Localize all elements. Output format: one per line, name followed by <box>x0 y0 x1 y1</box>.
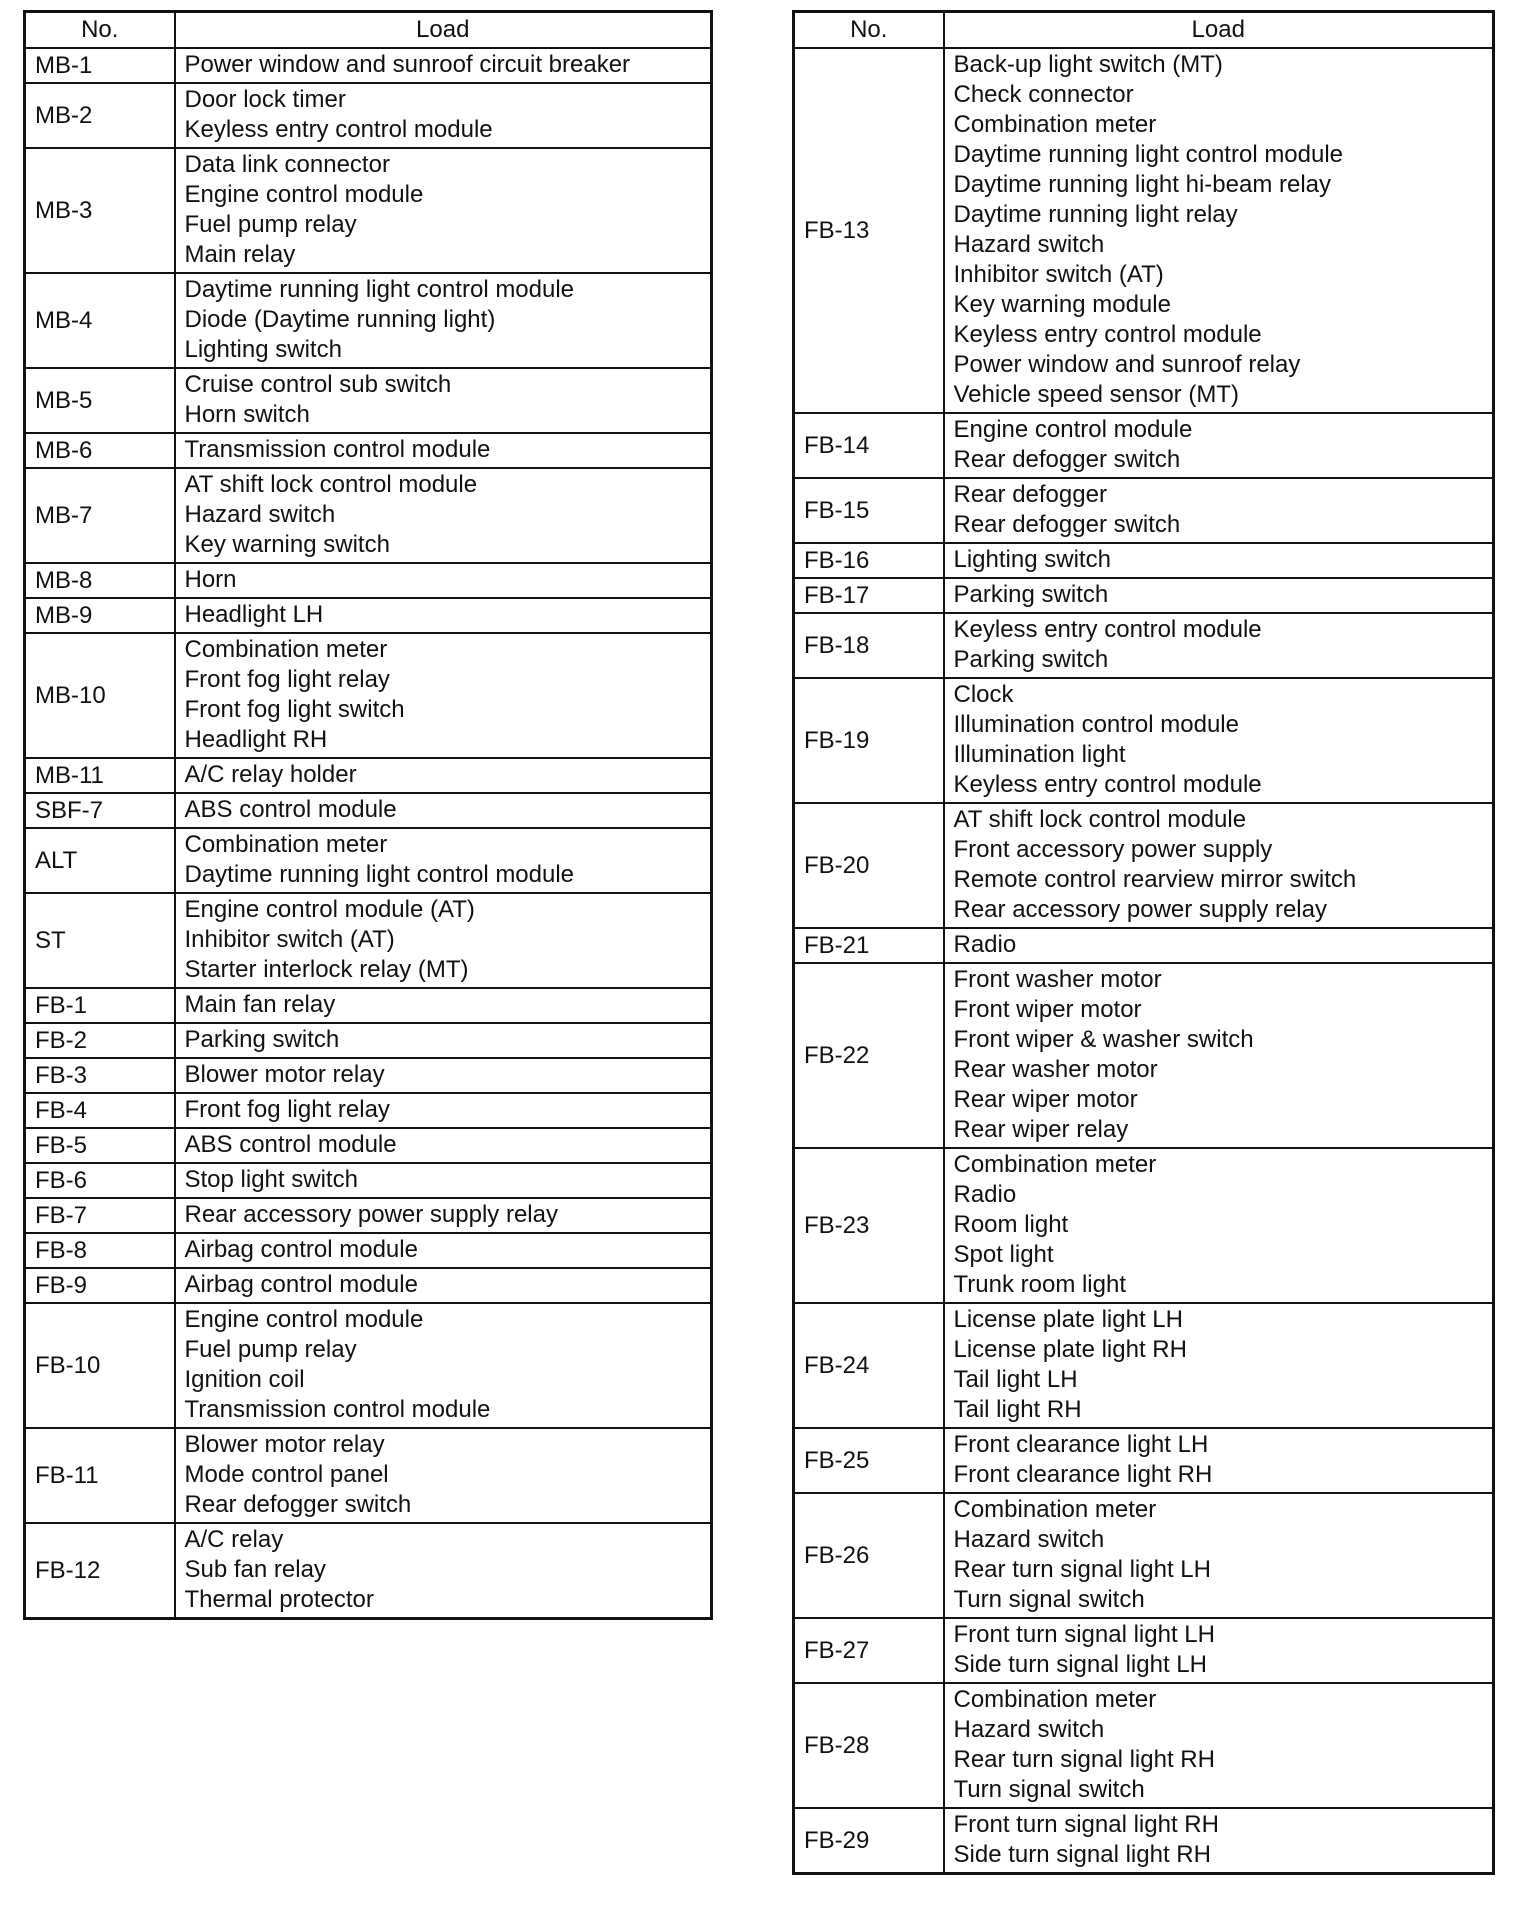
load-cell <box>944 803 1494 928</box>
load-item: Lighting switch <box>184 336 342 363</box>
load-cell <box>175 828 712 893</box>
load-item: License plate light RH <box>953 1336 1187 1363</box>
fuse-number-cell: FB-17 <box>794 578 944 613</box>
table-header-row <box>25 12 712 49</box>
load-item: Rear accessory power supply relay <box>184 1201 558 1228</box>
load-item: Front fog light relay <box>184 1096 390 1123</box>
table-row <box>794 1493 1494 1618</box>
load-item: Hazard switch <box>953 1526 1105 1553</box>
fuse-number-cell: MB-6 <box>25 433 175 468</box>
load-cell <box>944 928 1494 963</box>
load-cell <box>175 563 712 598</box>
table-row <box>25 1198 712 1233</box>
load-item: Airbag control module <box>184 1236 418 1263</box>
load-item: Keyless entry control module <box>953 321 1262 348</box>
load-item: Parking switch <box>184 1026 340 1053</box>
load-item: Engine control module <box>184 1306 424 1333</box>
load-item: Radio <box>953 931 1017 958</box>
fuse-number-cell: FB-18 <box>794 613 944 678</box>
no-column-header: No. <box>25 12 175 49</box>
table-row <box>25 433 712 468</box>
load-cell <box>175 273 712 368</box>
fuse-number-cell: ALT <box>25 828 175 893</box>
table-row <box>794 963 1494 1148</box>
load-item: Rear defogger switch <box>953 446 1181 473</box>
load-item: Horn <box>184 566 237 593</box>
load-cell <box>175 988 712 1023</box>
load-item: Front wiper motor <box>953 996 1142 1023</box>
load-item: Airbag control module <box>184 1271 418 1298</box>
load-cell <box>944 1808 1494 1874</box>
load-item: Thermal protector <box>184 1586 374 1613</box>
load-item: Daytime running light control module <box>184 861 575 888</box>
load-item: AT shift lock control module <box>184 471 478 498</box>
fuse-number-cell: MB-7 <box>25 468 175 563</box>
load-item: Clock <box>953 681 1014 708</box>
load-item: Side turn signal light RH <box>953 1841 1211 1868</box>
load-item: Engine control module (AT) <box>184 896 475 923</box>
fuse-number-cell: FB-27 <box>794 1618 944 1683</box>
right-fuse-table <box>792 10 1495 1875</box>
table-row <box>25 1268 712 1303</box>
table-row <box>794 1148 1494 1303</box>
load-item: Combination meter <box>953 111 1157 138</box>
load-item: Spot light <box>953 1241 1054 1268</box>
load-item: Front wiper & washer switch <box>953 1026 1254 1053</box>
fuse-number-cell: FB-20 <box>794 803 944 928</box>
fuse-number-cell: FB-13 <box>794 48 944 413</box>
fuse-number-cell: FB-23 <box>794 1148 944 1303</box>
load-item: AT shift lock control module <box>953 806 1247 833</box>
load-item: Hazard switch <box>184 501 336 528</box>
fuse-number-cell: FB-6 <box>25 1163 175 1198</box>
load-item: Side turn signal light LH <box>953 1651 1207 1678</box>
load-item: Key warning switch <box>184 531 390 558</box>
table-row <box>25 468 712 563</box>
load-cell <box>175 1268 712 1303</box>
table-row <box>25 1058 712 1093</box>
fuse-number-cell: MB-1 <box>25 48 175 83</box>
fuse-number-cell: MB-8 <box>25 563 175 598</box>
table-row <box>794 613 1494 678</box>
load-item: Keyless entry control module <box>953 616 1262 643</box>
table-row <box>25 368 712 433</box>
fuse-number-cell: FB-21 <box>794 928 944 963</box>
table-row <box>794 578 1494 613</box>
load-item: Daytime running light relay <box>953 201 1238 228</box>
load-item: Combination meter <box>953 1151 1157 1178</box>
load-item: Data link connector <box>184 151 390 178</box>
table-row <box>25 893 712 988</box>
table-row <box>794 678 1494 803</box>
load-cell <box>944 1303 1494 1428</box>
load-item: Main relay <box>184 241 296 268</box>
load-item: ABS control module <box>184 1131 397 1158</box>
left-table-body <box>25 48 712 1619</box>
load-item: Blower motor relay <box>184 1061 385 1088</box>
load-item: Rear defogger switch <box>184 1491 412 1518</box>
table-row <box>25 563 712 598</box>
load-item: Sub fan relay <box>184 1556 326 1583</box>
table-row <box>25 1523 712 1619</box>
table-row <box>794 1808 1494 1874</box>
table-row <box>794 1683 1494 1808</box>
right-table-body <box>794 48 1494 1874</box>
table-row <box>794 1428 1494 1493</box>
fuse-number-cell: FB-11 <box>25 1428 175 1523</box>
fuse-number-cell: FB-8 <box>25 1233 175 1268</box>
table-row <box>25 148 712 273</box>
load-cell <box>944 678 1494 803</box>
load-item: Fuel pump relay <box>184 1336 357 1363</box>
load-column-header: Load <box>944 12 1494 49</box>
load-item: Front clearance light LH <box>953 1431 1209 1458</box>
load-item: Keyless entry control module <box>184 116 493 143</box>
fuse-number-cell: FB-5 <box>25 1128 175 1163</box>
load-cell <box>944 1148 1494 1303</box>
table-row <box>25 793 712 828</box>
fuse-number-cell: FB-14 <box>794 413 944 478</box>
load-item: Rear washer motor <box>953 1056 1158 1083</box>
load-cell <box>944 578 1494 613</box>
load-cell <box>944 543 1494 578</box>
load-item: Daytime running light control module <box>184 276 575 303</box>
load-cell <box>175 758 712 793</box>
load-item: Rear defogger <box>953 481 1107 508</box>
load-item: Blower motor relay <box>184 1431 385 1458</box>
table-row <box>25 1128 712 1163</box>
fuse-number-cell: FB-4 <box>25 1093 175 1128</box>
load-item: Engine control module <box>953 416 1193 443</box>
fuse-number-cell: FB-26 <box>794 1493 944 1618</box>
fuse-number-cell: FB-15 <box>794 478 944 543</box>
load-item: Front turn signal light LH <box>953 1621 1215 1648</box>
table-row <box>25 1428 712 1523</box>
load-cell <box>944 48 1494 413</box>
load-cell <box>175 1093 712 1128</box>
fuse-number-cell: FB-10 <box>25 1303 175 1428</box>
table-row <box>25 1163 712 1198</box>
load-item: Front accessory power supply <box>953 836 1273 863</box>
load-item: Front clearance light RH <box>953 1461 1213 1488</box>
table-row <box>25 273 712 368</box>
load-item: Inhibitor switch (AT) <box>953 261 1164 288</box>
load-cell <box>175 1128 712 1163</box>
load-item: Fuel pump relay <box>184 211 357 238</box>
fuse-number-cell: FB-16 <box>794 543 944 578</box>
load-item: Transmission control module <box>184 1396 491 1423</box>
load-item: Mode control panel <box>184 1461 389 1488</box>
load-item: Lighting switch <box>953 546 1111 573</box>
load-item: Rear defogger switch <box>953 511 1181 538</box>
load-item: Front fog light switch <box>184 696 405 723</box>
load-cell <box>175 148 712 273</box>
fuse-number-cell: FB-25 <box>794 1428 944 1493</box>
load-item: A/C relay holder <box>184 761 357 788</box>
load-cell <box>944 1493 1494 1618</box>
table-row <box>25 988 712 1023</box>
table-row <box>25 758 712 793</box>
load-item: Inhibitor switch (AT) <box>184 926 395 953</box>
load-item: A/C relay <box>184 1526 284 1553</box>
no-column-header: No. <box>794 12 944 49</box>
load-cell <box>944 963 1494 1148</box>
load-item: Illumination control module <box>953 711 1239 738</box>
load-item: Rear wiper relay <box>953 1116 1129 1143</box>
load-cell <box>175 598 712 633</box>
load-item: Headlight RH <box>184 726 328 753</box>
load-item: Combination meter <box>953 1686 1157 1713</box>
table-row <box>794 803 1494 928</box>
load-item: Key warning module <box>953 291 1171 318</box>
fuse-number-cell: MB-9 <box>25 598 175 633</box>
load-item: Back-up light switch (MT) <box>953 51 1223 78</box>
load-item: Transmission control module <box>184 436 491 463</box>
load-item: Horn switch <box>184 401 310 428</box>
table-row <box>25 633 712 758</box>
table-row <box>25 1303 712 1428</box>
load-cell <box>944 1428 1494 1493</box>
load-column-header: Load <box>175 12 712 49</box>
table-row <box>25 48 712 83</box>
fuse-number-cell: MB-11 <box>25 758 175 793</box>
table-row <box>25 83 712 148</box>
load-item: ABS control module <box>184 796 397 823</box>
fuse-number-cell: SBF-7 <box>25 793 175 828</box>
load-item: Rear accessory power supply relay <box>953 896 1327 923</box>
load-item: Door lock timer <box>184 86 346 113</box>
load-cell <box>175 1023 712 1058</box>
load-item: Diode (Daytime running light) <box>184 306 496 333</box>
fuse-number-cell: MB-10 <box>25 633 175 758</box>
left-fuse-table <box>23 10 713 1620</box>
load-item: Headlight LH <box>184 601 324 628</box>
load-item: Check connector <box>953 81 1134 108</box>
load-item: Power window and sunroof circuit breaker <box>184 51 631 78</box>
load-item: Rear wiper motor <box>953 1086 1138 1113</box>
fuse-number-cell: MB-3 <box>25 148 175 273</box>
load-cell <box>175 83 712 148</box>
load-item: Combination meter <box>184 636 388 663</box>
load-cell <box>175 468 712 563</box>
load-item: Parking switch <box>953 581 1109 608</box>
fuse-number-cell: FB-3 <box>25 1058 175 1093</box>
load-item: Keyless entry control module <box>953 771 1262 798</box>
fuse-number-cell: FB-9 <box>25 1268 175 1303</box>
load-item: Rear turn signal light LH <box>953 1556 1211 1583</box>
load-item: Combination meter <box>953 1496 1157 1523</box>
load-item: Room light <box>953 1211 1069 1238</box>
load-item: Cruise control sub switch <box>184 371 452 398</box>
load-cell <box>175 793 712 828</box>
load-item: Hazard switch <box>953 1716 1105 1743</box>
load-item: Parking switch <box>953 646 1109 673</box>
load-cell <box>944 1683 1494 1808</box>
load-item: Rear turn signal light RH <box>953 1746 1215 1773</box>
load-item: Engine control module <box>184 181 424 208</box>
load-item: Tail light LH <box>953 1366 1078 1393</box>
load-item: Daytime running light hi-beam relay <box>953 171 1332 198</box>
load-item: Front fog light relay <box>184 666 390 693</box>
load-item: Combination meter <box>184 831 388 858</box>
table-row <box>794 413 1494 478</box>
load-cell <box>175 1198 712 1233</box>
load-item: Trunk room light <box>953 1271 1126 1298</box>
table-header-row <box>794 12 1494 49</box>
load-item: Front turn signal light RH <box>953 1811 1219 1838</box>
load-item: Front washer motor <box>953 966 1162 993</box>
table-row <box>794 48 1494 413</box>
table-row <box>794 543 1494 578</box>
load-cell <box>944 1618 1494 1683</box>
fuse-number-cell: FB-28 <box>794 1683 944 1808</box>
load-cell <box>175 433 712 468</box>
load-item: Stop light switch <box>184 1166 358 1193</box>
fuse-number-cell: ST <box>25 893 175 988</box>
fuse-number-cell: FB-29 <box>794 1808 944 1874</box>
fuse-number-cell: FB-2 <box>25 1023 175 1058</box>
table-row <box>25 1093 712 1128</box>
load-item: Illumination light <box>953 741 1126 768</box>
load-cell <box>175 368 712 433</box>
load-cell <box>175 893 712 988</box>
fuse-number-cell: FB-7 <box>25 1198 175 1233</box>
fuse-number-cell: MB-5 <box>25 368 175 433</box>
load-item: Turn signal switch <box>953 1776 1145 1803</box>
load-item: Ignition coil <box>184 1366 305 1393</box>
table-row <box>25 828 712 893</box>
load-cell <box>944 613 1494 678</box>
table-row <box>794 928 1494 963</box>
fuse-number-cell: FB-12 <box>25 1523 175 1619</box>
table-row <box>794 1303 1494 1428</box>
table-row <box>25 1233 712 1268</box>
load-cell <box>944 478 1494 543</box>
load-cell <box>175 1303 712 1428</box>
load-item: Radio <box>953 1181 1017 1208</box>
load-item: Daytime running light control module <box>953 141 1344 168</box>
load-cell <box>175 633 712 758</box>
load-cell <box>175 1163 712 1198</box>
table-row <box>794 478 1494 543</box>
load-cell <box>175 48 712 83</box>
fuse-number-cell: MB-2 <box>25 83 175 148</box>
table-row <box>794 1618 1494 1683</box>
load-item: Vehicle speed sensor (MT) <box>953 381 1239 408</box>
load-item: Tail light RH <box>953 1396 1082 1423</box>
fuse-number-cell: FB-22 <box>794 963 944 1148</box>
fuse-number-cell: FB-24 <box>794 1303 944 1428</box>
table-row <box>25 598 712 633</box>
load-item: Power window and sunroof relay <box>953 351 1301 378</box>
fuse-number-cell: MB-4 <box>25 273 175 368</box>
table-row <box>25 1023 712 1058</box>
load-cell <box>175 1058 712 1093</box>
load-cell <box>175 1523 712 1619</box>
load-cell <box>175 1428 712 1523</box>
load-item: Hazard switch <box>953 231 1105 258</box>
load-item: Remote control rearview mirror switch <box>953 866 1357 893</box>
load-cell <box>944 413 1494 478</box>
load-cell <box>175 1233 712 1268</box>
load-item: License plate light LH <box>953 1306 1183 1333</box>
fuse-number-cell: FB-19 <box>794 678 944 803</box>
fuse-number-cell: FB-1 <box>25 988 175 1023</box>
load-item: Main fan relay <box>184 991 336 1018</box>
load-item: Turn signal switch <box>953 1586 1145 1613</box>
load-item: Starter interlock relay (MT) <box>184 956 469 983</box>
